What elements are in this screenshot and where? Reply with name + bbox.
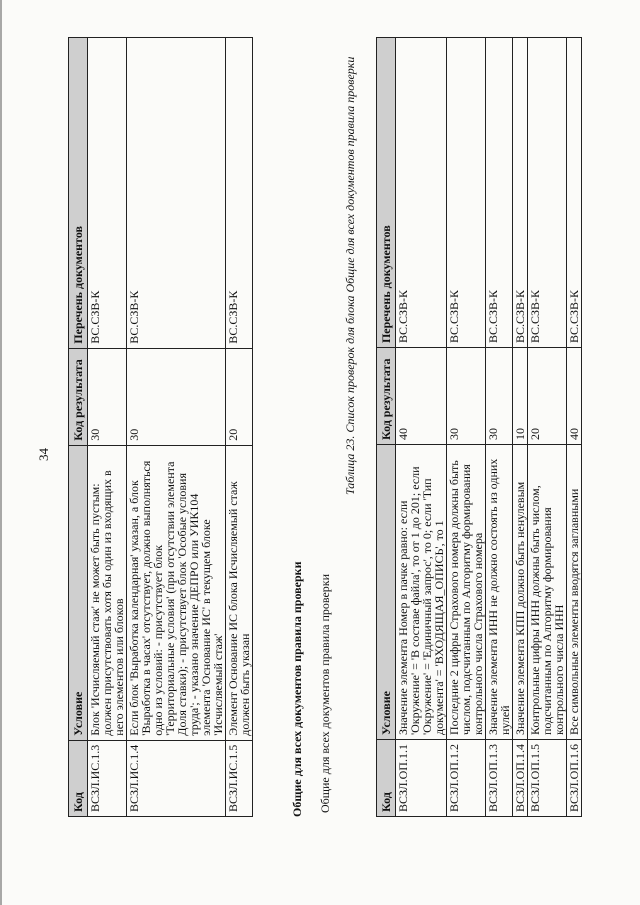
table-row <box>513 38 528 817</box>
cell-condition: Если блок 'Выработка календарная' указан, а блок 'Выработка в часах' отсутствует, должно выполняться одно из условий: - присутствует блок 'Территориальные условия' (при отсутствии элемента Доля ставки); - присутствует блок 'Особые условия труда'; - указано значение ДЕПРО или УИК104 элемента 'Основание ИС' в текущем блоке 'Исчисляемый стаж' <box>127 445 226 740</box>
table-caption: Таблица 23. Список проверок для блока Общие для всех документов правила проверки <box>343 56 357 495</box>
header-condition: Условие <box>377 445 396 740</box>
section-subheading: Общие для всех документов правила проверки <box>318 573 332 813</box>
cell-docs: ВС.СЗВ-К <box>513 38 528 348</box>
cell-code: ВСЗЛ.ИС.1.5 <box>226 740 253 816</box>
cell-result: 30 <box>88 348 127 445</box>
table-bottom <box>376 37 582 817</box>
cell-condition: Значение элемента Номер в пачке равно: если 'Окружение' = 'В составе файла', то от 1 до 201; если 'Окружение' = 'Единичный запрос', то 0; если 'Тип документа' = 'ВХОДЯЩАЯ_ОПИСЬ', то 1 <box>396 445 447 740</box>
cell-docs: ВС.СЗВ-К <box>88 38 127 349</box>
header-code: Код <box>377 740 396 817</box>
cell-condition: Элемент Основание ИС блока Исчисляемый стаж должен быть указан <box>226 445 253 740</box>
table-row <box>486 38 513 817</box>
cell-result: 40 <box>567 348 582 445</box>
cell-code: ВСЗЛ.ОП.1.4 <box>513 740 528 817</box>
cell-code: ВСЗЛ.ОП.1.1 <box>396 740 447 817</box>
table-row <box>447 38 486 817</box>
cell-condition: Значение элемента КПП должно быть ненулевым <box>513 445 528 740</box>
cell-condition: Значение элемента ИНН не должно состоять из одних нулей <box>486 445 513 740</box>
cell-result: 10 <box>513 348 528 445</box>
cell-result: 30 <box>127 348 226 445</box>
cell-condition: Все символьные элементы вводятся заглавными <box>567 445 582 740</box>
table-row <box>127 38 226 817</box>
cell-code: ВСЗЛ.ОП.1.6 <box>567 740 582 817</box>
cell-docs: ВС.СЗВ-К <box>127 38 226 349</box>
section-heading: Общие для всех документов правила проверки <box>290 561 304 817</box>
cell-result: 30 <box>447 348 486 445</box>
header-condition: Условие <box>69 445 88 740</box>
header-result-code: Код результата <box>69 348 88 445</box>
table-row <box>226 38 253 817</box>
table-header-row <box>377 38 396 817</box>
cell-docs: ВС.СЗВ-К <box>486 38 513 348</box>
cell-docs: ВС.СЗВ-К <box>567 38 582 348</box>
cell-result: 20 <box>528 348 567 445</box>
cell-docs: ВС.СЗВ-К <box>528 38 567 348</box>
cell-condition: Последние 2 цифры Страхового номера должны быть числом, подсчитанным по Алгоритму формирования контрольного числа Страхового номера <box>447 445 486 740</box>
cell-docs: ВС.СЗВ-К <box>226 38 253 349</box>
table-row <box>528 38 567 817</box>
table-row <box>88 38 127 817</box>
cell-result: 30 <box>486 348 513 445</box>
header-code: Код <box>69 740 88 816</box>
table-row <box>396 38 447 817</box>
table-row <box>567 38 582 817</box>
cell-code: ВСЗЛ.ОП.1.3 <box>486 740 513 817</box>
cell-condition: Контрольные цифры ИНН должны быть числом, подсчитанным по Алгоритму формирования контрольного числа ИНН <box>528 445 567 740</box>
cell-docs: ВС.СЗВ-К <box>447 38 486 348</box>
cell-code: ВСЗЛ.ИС.1.3 <box>88 740 127 816</box>
table-header-row <box>69 38 88 817</box>
cell-code: ВСЗЛ.ОП.1.2 <box>447 740 486 817</box>
header-result-code: Код результата <box>377 348 396 445</box>
cell-condition: Блок 'Исчисляемый стаж' не может быть пустым: должен присутствовать хотя бы один из входящих в него элементов или блоков <box>88 445 127 740</box>
cell-result: 20 <box>226 348 253 445</box>
cell-docs: ВС.СЗВ-К <box>396 38 447 348</box>
header-documents: Перечень документов <box>377 38 396 348</box>
page-number: 34 <box>36 448 51 461</box>
cell-result: 40 <box>396 348 447 445</box>
header-documents: Перечень документов <box>69 38 88 349</box>
cell-code: ВСЗЛ.ОП.1.5 <box>528 740 567 817</box>
cell-code: ВСЗЛ.ИС.1.4 <box>127 740 226 816</box>
table-top <box>68 37 253 817</box>
